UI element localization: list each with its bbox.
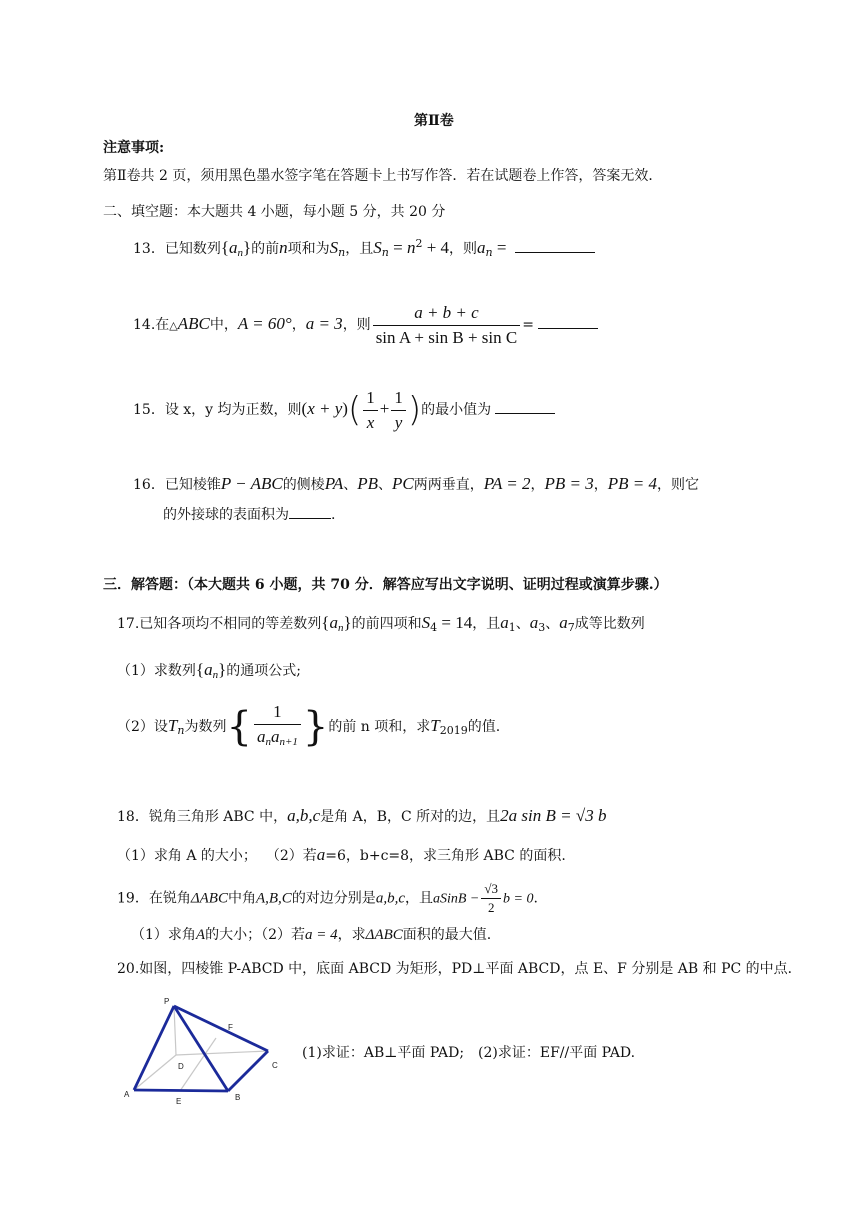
part2-heading: 二、填空题：本大题共 4 小题，每小题 5 分，共 20 分 [103,204,446,220]
answer-blank [538,316,598,329]
question-18-parts: （1）求角 A 的大小； （2）若a=6，b+c=8，求三角形 ABC 的面积. [117,845,566,864]
label-F: F [228,1023,233,1032]
label-E: E [176,1097,182,1106]
question-19: 19．在锐角ΔABC中角A,B,C的对边分别是a,b,c，且aSinB − $\frac{√3}{2}$ b = 0. [117,881,538,915]
section-title: 第Ⅱ卷 [414,113,454,129]
question-19-parts: （1）求角A的大小；（2）若a = 4，求ΔABC面积的最大值. [131,927,492,943]
label-P: P [164,997,170,1006]
edge-PA [134,1006,174,1090]
question-17: 17.已知各项均不相同的等差数列$\{a_n\}$的前四项和$S_4 = 14$，且$a_1$、$a_3$、$a_7$成等比数列 [117,613,645,634]
question-18: 18．锐角三角形 ABC 中，a,b,c是角 A，B，C 所对的边，且2a sin B = √3 b [117,806,607,825]
question-15: 15．设 x，y 均为正数，则(x + y)( $\frac{1}{x}$ + $\frac{1}{y}$ )的最小值为 [133,381,555,438]
edge-DA [134,1055,176,1090]
part3-heading: 三．解答题：（本大题共 6 小题，共 70 分．解答应写出文字说明、证明过程或演算步骤.） [103,577,668,593]
notice-title: 注意事项: [103,140,165,156]
label-A: A [124,1090,130,1099]
question-20: 20.如图，四棱锥 P-ABCD 中，底面 ABCD 为矩形，PD⊥平面 ABCD，点 E、F 分别是 AB 和 PC 的中点． [117,961,802,977]
notice-text: 第Ⅱ卷共 2 页，须用黑色墨水签字笔在答题卡上书写作答．若在试题卷上作答，答案无效． [103,168,663,184]
edge-PD [174,1006,176,1055]
answer-blank [495,401,555,414]
question-16: 16．已知棱锥P − ABC的侧棱PA、PB、PC两两垂直，PA = 2，PB = 3，PB = 4，则它 [133,474,700,493]
label-B: B [235,1093,241,1102]
edge-AB [134,1090,228,1091]
question-20-parts: (1)求证：AB⊥平面 PAD; (2)求证：EF//平面 PAD. [302,1045,636,1061]
label-C: C [272,1061,278,1070]
question-14: 14.在△ABC中，A = 60°，a = 3，则 $\frac{a + b + c}{\text{sin A + sin B + sin C}}$ = [133,296,598,354]
edge-DC [176,1051,268,1055]
answer-blank [515,240,595,253]
edge-BC [228,1051,268,1091]
question-17-part1: （1）求数列$\{a_n\}$的通项公式; [117,660,301,681]
label-D: D [178,1062,184,1071]
question-16-line2: 的外接球的表面积为 . [163,507,336,523]
question-13: 13．已知数列$\{a_n\}$的前n项和为$S_n$，且$S_n = n^2 + 4$，则$a_n$ = [133,234,595,263]
pyramid-figure [120,993,290,1113]
question-17-part2: （2）设$T_n$为数列{ $\frac{1}{a_na_{n+1}}$ }的前 n 项和，求$T_{2019}$的值. [117,702,501,750]
